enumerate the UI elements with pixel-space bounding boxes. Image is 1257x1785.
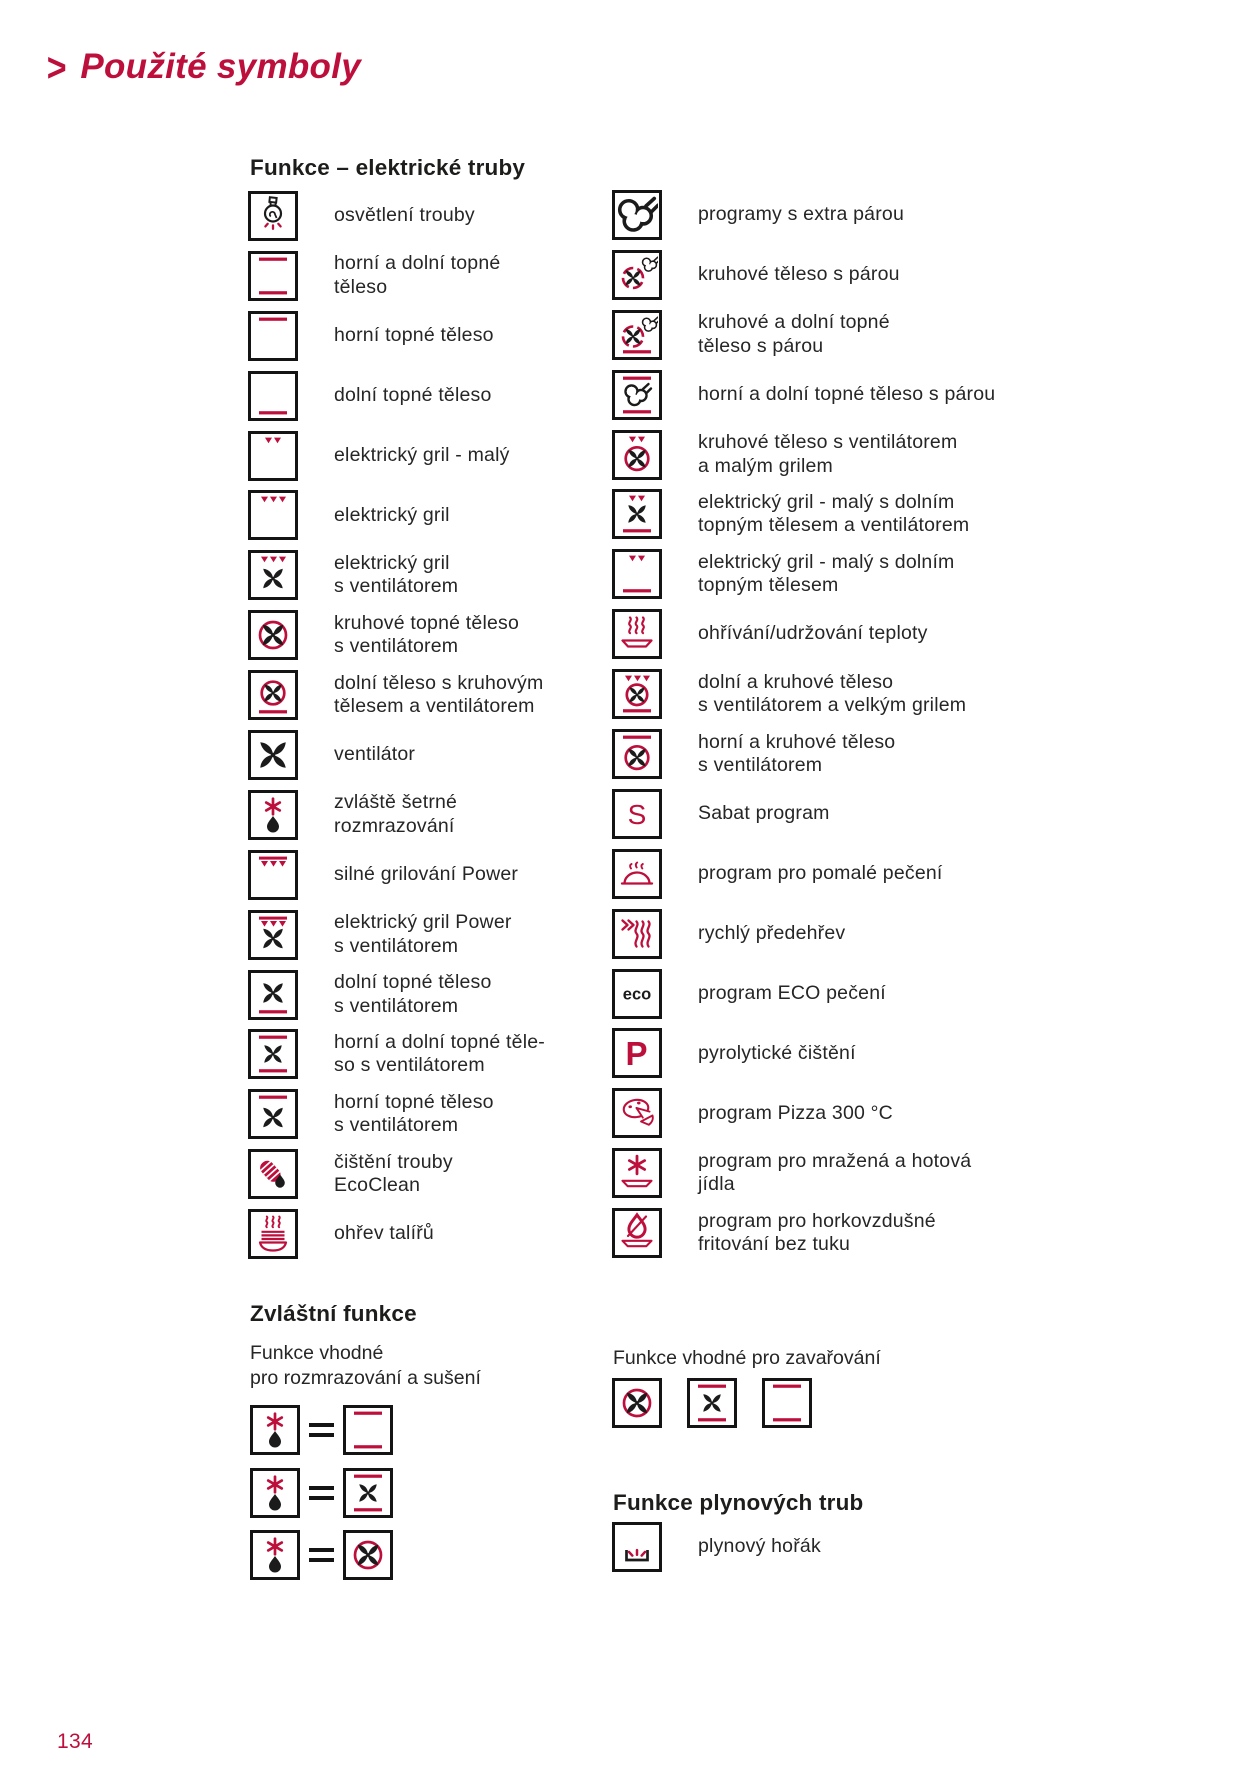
- symbol-label-line: kruhové těleso s párou: [698, 263, 900, 286]
- symbol-row-fast-preheat: [612, 909, 995, 969]
- grill-icon: [248, 490, 298, 540]
- defrost-symbol-icon: [250, 1530, 300, 1580]
- symbol-label-line: tělesem a ventilátorem: [334, 695, 535, 718]
- equals-sign: [300, 1423, 343, 1437]
- symbol-label-line: zvláště šetrné: [334, 791, 458, 814]
- bottom-heat-icon: [248, 371, 298, 421]
- symbol-row-slow-cooking: [612, 849, 995, 909]
- ring-heat-fan-icon: [248, 610, 298, 660]
- symbol-label-line: program pro horkovzdušné: [698, 1209, 936, 1232]
- small-grill-bottom-fan-icon: [612, 489, 662, 539]
- symbol-label: [698, 489, 969, 539]
- symbol-label: [698, 430, 957, 480]
- symbol-label-line: programy s extra párou: [698, 203, 904, 226]
- symbol-label: [334, 490, 450, 540]
- symbol-label-line: topným tělesem: [698, 574, 839, 597]
- defrost-equations: [250, 1399, 393, 1587]
- pyrolytic-cleaning-icon: [612, 1028, 662, 1078]
- symbol-label-line: horní a kruhové těleso: [698, 730, 896, 753]
- preserving-symbols: [612, 1378, 812, 1428]
- symbol-label-line: program ECO pečení: [698, 981, 886, 1004]
- symbol-label: [334, 550, 458, 600]
- defrost-symbol-icon: [250, 1405, 300, 1455]
- symbol-label-line: elektrický gril - malý s dolním: [698, 550, 955, 573]
- symbol-row-power-grill: [248, 850, 545, 910]
- bottom-ring-heat-fan-icon: [248, 670, 298, 720]
- symbol-label-line: topným tělesem a ventilátorem: [698, 514, 970, 537]
- symbol-label-line: dolní topné těleso: [334, 971, 492, 994]
- symbol-label-line: s ventilátorem: [698, 754, 823, 777]
- slow-cooking-icon: [612, 849, 662, 899]
- ring-heat-steam-icon: [612, 250, 662, 300]
- equals-sign: [300, 1548, 343, 1562]
- symbol-label-line: program Pizza 300 °C: [698, 1101, 893, 1124]
- symbol-label: [698, 1148, 971, 1198]
- symbol-row-bottom-ring-fan-big-grill: [612, 669, 995, 729]
- symbol-row-top-ring-heat-fan: [612, 729, 995, 789]
- symbol-label-line: s ventilátorem: [334, 994, 459, 1017]
- top-heat-icon: [248, 311, 298, 361]
- svg-text:P: P: [625, 1035, 648, 1073]
- symbol-label-line: elektrický gril - malý: [334, 443, 510, 466]
- symbol-label: [334, 850, 518, 900]
- equation-row-1: [250, 1399, 393, 1462]
- symbol-label: [698, 849, 943, 899]
- symbol-row-ring-bottom-heat-steam: [612, 310, 995, 370]
- symbol-row-extra-steam: [612, 190, 995, 250]
- equivalent-symbol-icon: [343, 1468, 393, 1518]
- symbol-label: [698, 789, 830, 839]
- symbol-row-sabbath-program: [612, 789, 995, 849]
- preserving-intro: Funkce vhodné pro zavařování: [613, 1347, 881, 1369]
- symbol-row-grill-fan: [248, 550, 545, 610]
- symbol-label-line: plynový hořák: [698, 1535, 821, 1558]
- symbol-label: [334, 730, 415, 780]
- defrost-intro: [250, 1341, 481, 1390]
- frozen-food-program-icon: [612, 1148, 662, 1198]
- symbol-label-line: pyrolytické čištění: [698, 1041, 856, 1064]
- symbol-label-line: rozmrazování: [334, 814, 455, 837]
- symbol-label-line: kruhové a dolní topné: [698, 311, 890, 334]
- symbol-row-small-grill-bottom-fan: [612, 489, 995, 549]
- symbol-label-line: ohřívání/udržování teploty: [698, 622, 928, 645]
- defrost-intro-line1: Funkce vhodné: [250, 1342, 384, 1364]
- electric-left-column: [248, 191, 545, 1269]
- symbol-label: [698, 190, 904, 240]
- symbol-label-line: s ventilátorem: [334, 575, 459, 598]
- symbol-label-line: so s ventilátorem: [334, 1054, 485, 1077]
- extra-steam-icon: [612, 190, 662, 240]
- symbol-row-top-heat-fan: [248, 1089, 545, 1149]
- symbol-row-bottom-ring-heat-fan: [248, 670, 545, 730]
- symbol-label-line: dolní těleso s kruhovým: [334, 671, 544, 694]
- symbol-label-line: dolní topné těleso: [334, 383, 492, 406]
- top-bottom-heat-fan-icon: [248, 1029, 298, 1079]
- symbol-label-line: s ventilátorem: [334, 635, 459, 658]
- symbol-row-pizza-program: [612, 1088, 995, 1148]
- chevron-icon: >: [46, 46, 67, 90]
- symbol-label-line: těleso s párou: [698, 334, 824, 357]
- symbol-row-top-heat: [248, 311, 545, 371]
- top-bottom-heat-steam-icon: [612, 370, 662, 420]
- symbol-label-line: rychlý předehřev: [698, 921, 846, 944]
- equivalent-symbol-icon: [343, 1530, 393, 1580]
- symbol-row-gas-burner: [612, 1522, 821, 1582]
- symbol-label: [698, 969, 886, 1019]
- symbol-row-eco-baking: [612, 969, 995, 1029]
- symbol-label-line: program pro pomalé pečení: [698, 862, 943, 885]
- electric-right-column: [612, 190, 995, 1268]
- eco-baking-icon: [612, 969, 662, 1019]
- symbol-label-line: elektrický gril Power: [334, 911, 512, 934]
- symbol-label-line: elektrický gril: [334, 503, 450, 526]
- gas-burner-icon: [612, 1522, 662, 1572]
- svg-text:S: S: [627, 798, 647, 830]
- equation-row-2: [250, 1462, 393, 1525]
- symbol-label: [698, 549, 955, 599]
- symbol-label-line: a malým grilem: [698, 454, 833, 477]
- bottom-ring-fan-big-grill-icon: [612, 669, 662, 719]
- defrost-intro-line2: pro rozmrazování a sušení: [250, 1366, 481, 1389]
- symbol-label: [698, 370, 995, 420]
- symbol-label-line: ohřev talířů: [334, 1222, 434, 1245]
- fast-preheat-icon: [612, 909, 662, 959]
- symbol-label-line: s ventilátorem a velkým grilem: [698, 694, 967, 717]
- page-title-text: Použité symboly: [80, 47, 362, 86]
- keep-warm-icon: [612, 609, 662, 659]
- ring-fan-small-grill-icon: [612, 430, 662, 480]
- symbol-label-line: dolní a kruhové těleso: [698, 670, 894, 693]
- symbol-label: [698, 1208, 936, 1258]
- symbol-label-line: elektrický gril - malý s dolním: [698, 490, 955, 513]
- airfry-program-icon: [612, 1208, 662, 1258]
- page-title: [45, 48, 361, 88]
- svg-text:eco: eco: [622, 985, 652, 1004]
- small-grill-bottom-heat-icon: [612, 549, 662, 599]
- defrost-symbol-icon: [250, 1468, 300, 1518]
- symbol-label-line: osvětlení trouby: [334, 204, 475, 227]
- symbol-row-ring-heat-steam: [612, 250, 995, 310]
- symbol-label-line: s ventilátorem: [334, 934, 459, 957]
- symbol-label-line: čištění trouby: [334, 1150, 453, 1173]
- symbol-row-ring-fan-small-grill: [612, 430, 995, 490]
- symbol-row-fan-only: [248, 730, 545, 790]
- symbol-row-ecoclean: [248, 1149, 545, 1209]
- oven-light-icon: [248, 191, 298, 241]
- symbol-label-line: fritování bez tuku: [698, 1233, 851, 1256]
- symbol-label-line: kruhové těleso s ventilátorem: [698, 431, 958, 454]
- symbol-label-line: ventilátor: [334, 743, 416, 766]
- symbol-row-bottom-heat: [248, 371, 545, 431]
- symbol-row-power-grill-fan: [248, 910, 545, 970]
- symbol-label: [334, 610, 519, 660]
- symbol-label-line: elektrický gril: [334, 551, 450, 574]
- symbol-row-gentle-defrost: [248, 790, 545, 850]
- symbol-label: [334, 670, 543, 720]
- small-grill-icon: [248, 431, 298, 481]
- gentle-defrost-icon: [248, 790, 298, 840]
- symbol-label-line: Sabat program: [698, 802, 830, 825]
- symbol-label-line: s ventilátorem: [334, 1114, 459, 1137]
- symbol-label: [334, 1029, 545, 1079]
- symbol-label: [698, 1522, 821, 1572]
- equivalent-symbol-icon: [343, 1405, 393, 1455]
- symbol-label-line: jídla: [698, 1173, 735, 1196]
- symbol-row-frozen-food-program: [612, 1148, 995, 1208]
- symbol-row-ring-heat-fan: [248, 610, 545, 670]
- symbol-label-line: horní a dolní topné těleso s párou: [698, 382, 996, 405]
- symbol-label: [334, 1149, 453, 1199]
- fan-only-icon: [248, 730, 298, 780]
- symbol-label: [698, 250, 900, 300]
- plate-warming-icon: [248, 1209, 298, 1259]
- top-heat-fan-icon: [248, 1089, 298, 1139]
- symbol-label: [698, 669, 966, 719]
- symbol-label-line: horní a dolní topné těle-: [334, 1030, 545, 1053]
- ecoclean-icon: [248, 1149, 298, 1199]
- ring-bottom-heat-steam-icon: [612, 310, 662, 360]
- symbol-label: [334, 790, 457, 840]
- symbol-row-top-bottom-heat-steam: [612, 370, 995, 430]
- symbol-label: [334, 311, 494, 361]
- power-grill-icon: [248, 850, 298, 900]
- symbol-label-line: horní a dolní topné: [334, 252, 501, 275]
- symbol-label-line: horní topné těleso: [334, 324, 494, 347]
- top-bottom-heat-icon: [762, 1378, 812, 1428]
- symbol-label: [334, 251, 500, 301]
- symbol-label: [698, 1088, 893, 1138]
- symbol-label: [334, 970, 492, 1020]
- symbol-label: [698, 1028, 856, 1078]
- symbol-label: [334, 191, 475, 241]
- symbol-label: [334, 1209, 434, 1259]
- pizza-program-icon: [612, 1088, 662, 1138]
- symbol-label-line: EcoClean: [334, 1174, 421, 1197]
- equation-row-3: [250, 1524, 393, 1587]
- sabbath-program-icon: [612, 789, 662, 839]
- symbol-label-line: horní topné těleso: [334, 1090, 494, 1113]
- symbol-label: [698, 609, 928, 659]
- symbol-row-top-bottom-heat-fan: [248, 1029, 545, 1089]
- symbol-label: [698, 310, 890, 360]
- section-heading-special: Zvláštní funkce: [250, 1301, 417, 1326]
- symbol-row-keep-warm: [612, 609, 995, 669]
- symbol-row-top-bottom-heat: [248, 251, 545, 311]
- symbol-label: [334, 431, 510, 481]
- top-ring-heat-fan-icon: [612, 729, 662, 779]
- power-grill-fan-icon: [248, 910, 298, 960]
- symbol-row-pyrolytic-cleaning: [612, 1028, 995, 1088]
- top-bottom-heat-fan-icon: [687, 1378, 737, 1428]
- symbol-label: [698, 909, 845, 959]
- equals-sign: [300, 1486, 343, 1500]
- symbol-row-airfry-program: [612, 1208, 995, 1268]
- symbol-label: [334, 1089, 494, 1139]
- symbol-label: [698, 729, 895, 779]
- section-heading-electric: Funkce – elektrické truby: [250, 155, 526, 180]
- symbol-row-plate-warming: [248, 1209, 545, 1269]
- ring-heat-fan-icon: [612, 1378, 662, 1428]
- symbol-row-oven-light: [248, 191, 545, 251]
- page-number: 134: [57, 1730, 93, 1753]
- gas-rows: [612, 1522, 821, 1582]
- symbol-label: [334, 371, 492, 421]
- symbol-label-line: silné grilování Power: [334, 863, 519, 886]
- section-heading-gas: Funkce plynových trub: [613, 1490, 864, 1515]
- top-bottom-heat-icon: [248, 251, 298, 301]
- symbol-label: [334, 910, 512, 960]
- symbol-label-line: těleso: [334, 275, 388, 298]
- symbol-label-line: kruhové topné těleso: [334, 611, 520, 634]
- symbol-row-grill: [248, 490, 545, 550]
- bottom-heat-fan-icon: [248, 970, 298, 1020]
- grill-fan-icon: [248, 550, 298, 600]
- symbol-label-line: program pro mražená a hotová: [698, 1149, 972, 1172]
- symbol-row-small-grill-bottom-heat: [612, 549, 995, 609]
- symbol-row-bottom-heat-fan: [248, 970, 545, 1030]
- symbol-row-small-grill: [248, 431, 545, 491]
